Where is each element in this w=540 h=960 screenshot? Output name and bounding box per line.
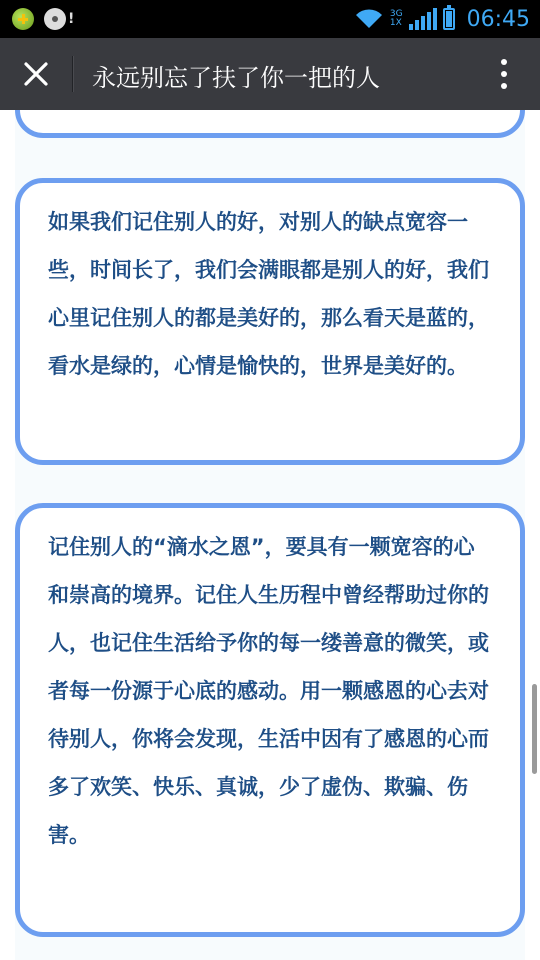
content-card xyxy=(15,178,525,465)
close-icon xyxy=(23,61,49,87)
wifi-icon xyxy=(354,8,384,30)
card-text: 记住别人的“滴水之恩”，要具有一颗宽容的心和崇高的境界。记住人生历程中曾经帮助过你的人，也记住生活给予你的每一缕善意的微笑，或者每一份源于心底的感动。用一颗感恩的心去对待别人，你将会发现，生活中因有了感恩的心而多了欢笑、快乐、真诚，少了虚伪、欺骗、伤害。 xyxy=(48,535,489,847)
article-content xyxy=(0,110,540,960)
card-text: 如果我们记住别人的好，对别人的缺点宽容一些，时间长了，我们会满眼都是别人的好，我们心里记住别人的都是美好的，那么看天是蓝的，看水是绿的，心情是愉快的，世界是美好的。 xyxy=(48,210,489,378)
system-tray xyxy=(354,6,530,32)
more-button[interactable] xyxy=(494,52,514,96)
battery-icon xyxy=(443,8,455,30)
status-bar xyxy=(0,0,540,38)
scrollbar[interactable] xyxy=(532,684,537,774)
cd-icon xyxy=(44,8,66,30)
signal-icon xyxy=(409,8,437,30)
network-type-3g: 3G xyxy=(389,9,403,19)
content-card xyxy=(15,503,525,937)
network-type xyxy=(390,10,403,28)
network-type-1x: 1X xyxy=(389,18,402,28)
app-notification-icon xyxy=(12,8,34,30)
more-vertical-icon xyxy=(501,59,507,65)
close-button[interactable] xyxy=(14,52,58,96)
alert-mark-icon: ! xyxy=(68,11,75,27)
page-title: 永远别忘了扶了你一把的人 xyxy=(92,64,380,92)
content-card xyxy=(15,110,525,138)
title-divider xyxy=(72,56,73,92)
notification-area xyxy=(12,8,74,30)
title-bar xyxy=(0,38,540,110)
status-clock: 06:45 xyxy=(466,6,530,32)
